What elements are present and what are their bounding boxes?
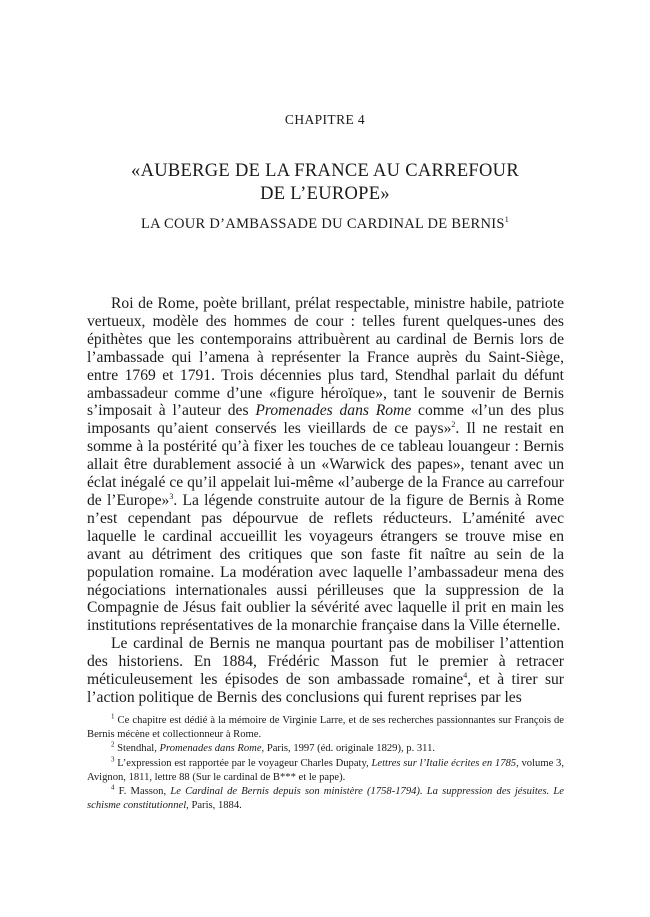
footnote-4 [87,785,564,813]
footnote-3 [87,757,564,785]
footnote-ref-4: 4 [463,670,468,680]
footnote-3-part-a: L’expression est rapportée par le voyageur Charles Dupaty, [114,757,372,769]
footnote-1-text: Ce chapitre est dédié à la mémoire de Virginie Larre, et de ses recherches passionnantes sur François de Bernis mécène et collectionneur à Rome. [87,715,564,741]
chapter-title-line-2: DE L’EUROPE» [260,184,390,204]
chapter-subtitle-text: LA COUR D’AMBASSADE DU CARDINAL DE BERNIS [140,216,505,232]
paragraph-2 [87,635,564,707]
p2-part-a: Le cardinal de Bernis ne manqua pourtant pas de mobiliser l’attention des historiens. En 1884, Frédéric Masson fut le premier à retracer méticuleusement les épisodes de son ambassade romaine [87,635,564,689]
footnote-3-part-b: , volume 3, Avignon, 1811, lettre 88 (Sur le cardinal de B*** et le pape). [87,757,564,783]
chapter-title-line-1: «AUBERGE DE LA FRANCE AU CARREFOUR [131,161,519,181]
footnote-2-part-b: , Paris, 1997 (éd. originale 1829), p. 311. [261,743,436,755]
chapter-title [0,160,650,206]
p1-part-d: . La légende construite autour de la figure de Bernis à Rome n’est cependant pas dépourvue de reflets réducteurs. L’aménité avec laquelle le cardinal accueillit les voyageurs étrangers se trouve mise en avant au détriment des critiques que son faste fit naître au sein de la population romaine. La modération avec laquelle l’ambassadeur mena des négociations internationales aussi périlleuses que la suppression de la Compagnie de Jésus fait oublier la sévérité avec laquelle il prit en main les institutions représentatives de la monarchie française dans la Ville éternelle. [87,491,565,635]
footnote-2-part-a: Stendhal, [114,743,160,755]
footnote-1-number: 1 [111,712,115,721]
p1-part-b: comme «l’un des plus imposants qu’aient conservés les vieillards de ce pays» [87,402,564,438]
chapter-label: CHAPITRE 4 [284,112,366,127]
footnote-4-italic: Le Cardinal de Bernis depuis son ministère (1758-1794). La suppression des jésuites. Le schisme constitutionnel [87,786,564,812]
p1-part-c: . Il ne restait en somme à la postérité qu’à fixer les touches de ce tableau louangeur : Bernis allait être durablement associé à un «Warwick des papes», tenant avec un éclat inégalé ce qu’il appelait lui-même «l’auberge de la France au carrefour de l’Europe» [87,420,564,509]
footnote-3-italic: Lettres sur l’Italie écrites en 1785 [371,757,517,769]
footnote-4-part-b: , Paris, 1884. [186,800,242,812]
footnote-2-italic: Promenades dans Rome [159,743,262,755]
chapter-subtitle [0,216,650,233]
body-text [87,295,564,707]
footnotes [87,714,564,813]
p2-part-b: , et à tirer sur l’action politique de Bernis des conclusions qui furent reprises par les [87,671,564,706]
footnote-ref-3: 3 [169,491,174,501]
footnote-1 [87,714,564,742]
footnote-3-number: 3 [111,755,115,764]
p1-part-a: Roi de Rome, poète brillant, prélat respectable, ministre habile, patriote vertueux, modèle des hommes de cour : telles furent quelques-unes des épithètes que les contemporains attribuèrent au cardinal de Bernis lors de l’ambassade qui l’amena à représenter la France auprès du Saint-Siège, entre 1769 et 1791. Trois décennies plus tard, Stendhal parlait du défunt ambassadeur comme d’une «figure héroïque», tant le souvenir de Bernis s’imposait à l’auteur des [87,295,564,420]
footnote-4-number: 4 [111,783,115,792]
footnote-ref-1: 1 [504,215,510,225]
footnote-2 [87,742,564,756]
paragraph-1 [87,295,564,635]
p1-italic-title: Promenades dans Rome [255,402,412,420]
footnote-2-number: 2 [111,740,115,749]
footnote-4-part-a: F. Masson, [114,786,171,798]
footnote-ref-2: 2 [451,420,456,430]
